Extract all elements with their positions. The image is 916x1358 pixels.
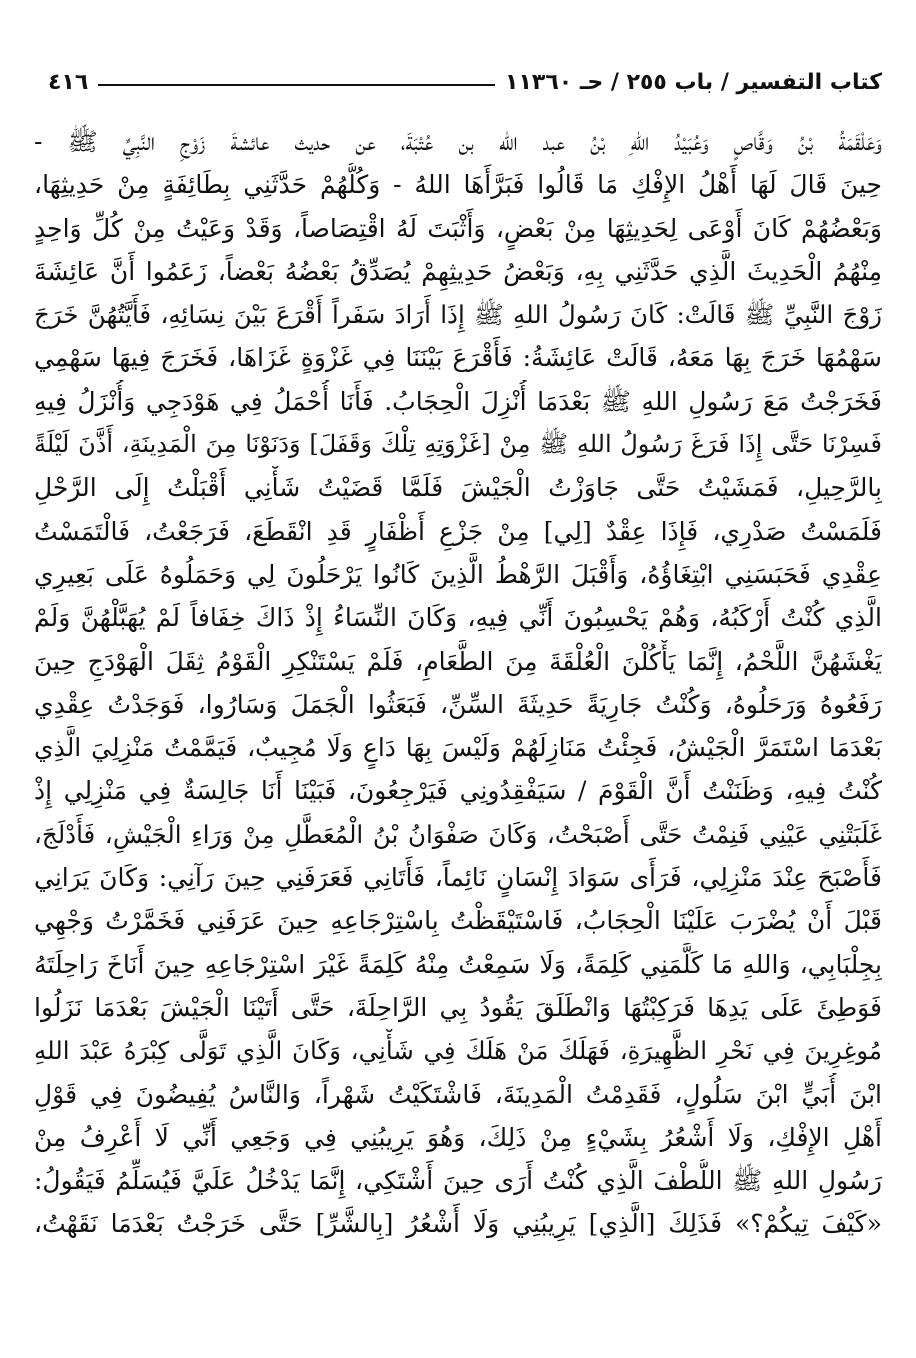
text-line: فَسِرْنَا حَتَّى إِذَا فَرَغَ رَسُولُ اللهِ ﷺ مِنْ [غَزْوَتِهِ تِلْكَ وَقَفَلَ] وَدَنَوْنَا مِنَ الْمَدِينَةِ، أَذَّنَ لَيْلَةً — [34, 430, 882, 459]
text-line: بَعْدَمَا اسْتَمَرَّ الْجَيْشُ، فَجِئْتُ مَنَازِلَهُمْ وَلَيْسَ بِهَا دَاعٍ وَلَا مُجِيبٌ، فَيَمَّمْتُ مَنْزِلِيَ الَّذِي — [34, 733, 882, 763]
text-line: بِالرَّحِيلِ، فَمَشَيْتُ حَتَّى جَاوَزْتُ الْجَيْشَ فَلَمَّا قَضَيْتُ شَأْنِي أَقْبَلْتُ إِلَى الرَّحْلِ — [34, 473, 882, 503]
text-line: سَهْمُهَا خَرَجَ بِهَا مَعَهُ، قَالَتْ عَائِشَةُ: فَأَقْرَعَ بَيْنَنَا فِي غَزْوَةٍ غَزَاهَا، فَخَرَجَ فِيهَا سَهْمِي — [34, 343, 882, 373]
text-line: يَغْشَهُنَّ اللَّحْمُ، إِنَّمَا يَأْكُلْنَ الْعُلْقَةَ مِنَ الطَّعَامِ، فَلَمْ يَسْتَنْكِرِ الْقَوْمُ ثِقَلَ الْهَوْدَجِ حِينَ — [34, 646, 882, 676]
page-number: ٤١٦ — [48, 70, 89, 95]
text-line: عِقْدِي فَحَبَسَنِي ابْتِغَاؤُهُ، وَأَقْبَلَ الرَّهْطُ الَّذِينَ كَانُوا يَرْحَلُونَ لِي وَحَمَلُوهُ عَلَى بَعِيرِي — [34, 559, 882, 589]
text-line: غَلَبَتْنِي عَيْنِي فَنِمْتُ حَتَّى أَصْبَحْتُ، وَكَانَ صَفْوَانُ بْنُ الْمُعَطَّلِ مِنْ وَرَاءِ الْجَيْشِ، فَأَدْلَجَ، — [34, 819, 882, 849]
text-line: مُوغِرِينَ فِي نَحْرِ الظَّهِيرَةِ، فَهَلَكَ مَنْ هَلَكَ فِي شَأْنِي، وَكَانَ الَّذِي تَوَلَّى كِبْرَهُ عَبْدَ اللهِ — [34, 1036, 882, 1066]
text-line: فَوَطِئَ عَلَى يَدِهَا فَرَكِبْتُهَا وَانْطَلَقَ يَقُودُ بِي الرَّاحِلَةَ، حَتَّى أَتَيْنَا الْجَيْشَ بَعْدَمَا نَزَلُوا — [34, 992, 882, 1022]
text-line: بِجِلْبَابِي، وَاللهِ مَا كَلَّمَنِي كَلِمَةً، وَلَا سَمِعْتُ مِنْهُ كَلِمَةً غَيْرَ اسْتِرْجَاعِهِ حِينَ أَنَاخَ رَاحِلَتَهُ — [34, 949, 882, 979]
text-line: فَلَمَسْتُ صَدْرِي، فَإِذَا عِقْدٌ [لِي] مِنْ جَزْعِ أَظْفَارٍ قَدِ انْقَطَعَ، فَرَجَعْتُ، فَالْتَمَسْتُ — [34, 516, 882, 546]
text-line: رَسُولِ اللهِ ﷺ اللُّطْفَ الَّذِي كُنْتُ أَرَى حِينَ أَشْتَكِي، إِنَّمَا يَدْخُلُ عَلَيَّ فَيُسَلِّمُ فَيَقُولُ: — [34, 1166, 882, 1196]
hadith-text — [34, 120, 882, 1246]
text-line: الَّذِي كُنْتُ أَرْكَبُهُ، وَهُمْ يَحْسِبُونَ أَنِّي فِيهِ، وَكَانَ النِّسَاءُ إِذْ ذَاكَ خِفَافاً لَمْ يُهَبَّلْهُنَّ وَلَمْ — [34, 603, 882, 633]
book-page — [34, 48, 882, 1338]
text-line: كُنْتُ فِيهِ، وَظَنَنْتُ أَنَّ الْقَوْمَ / سَيَفْقِدُونِي فَيَرْجِعُونَ، فَبَيْنَا أَنَا جَالِسَةٌ فِي مَنْزِلِي إِذْ — [34, 776, 882, 806]
text-line: حِينَ قَالَ لَهَا أَهْلُ الإِفْكِ مَا قَالُوا فَبَرَّأَهَا اللهُ - وَكُلُّهُمْ حَدَّثَنِي بِطَائِفَةٍ مِنْ حَدِيثِهَا، — [34, 170, 882, 200]
header-rule — [98, 84, 495, 86]
text-line: وَعَلْقَمَةُ بْنُ وَقَّاصٍ وَعُبَيْدُ اللهِ بْنُ عبد الله بن عُتْبَةَ، عن حديث عائشةَ زَوْجِ النَّبِيِّ ﷺ - — [34, 127, 882, 156]
text-line: زَوْجَ النَّبِيِّ ﷺ قَالَتْ: كَانَ رَسُولُ اللهِ ﷺ إِذَا أَرَادَ سَفَراً أَقْرَعَ بَيْنَ نِسَائِهِ، فَأَيَّتُهُنَّ خَرَجَ — [34, 300, 882, 330]
text-line: «كَيْفَ تِيكُمْ؟» فَذَلِكَ [الَّذِي] يَرِيبُنِي وَلَا أَشْعُرُ [بِالشَّرِّ] حَتَّى خَرَجْتُ بَعْدَمَا نَقَهْتُ، — [34, 1209, 882, 1239]
text-line: فَأَصْبَحَ عِنْدَ مَنْزِلِي، فَرَأَى سَوَادَ إِنْسَانٍ نَائِماً، فَأَتَانِي فَعَرَفَنِي حِينَ رَآنِي: وَكَانَ يَرَانِي — [34, 863, 882, 893]
text-line: أَهْلِ الإِفْكِ، وَلَا أَشْعُرُ بِشَيْءٍ مِنْ ذَلِكَ، وَهُوَ يَرِيبُنِي فِي وَجَعِي أَنِّي لَا أَعْرِفُ مِنْ — [34, 1122, 882, 1152]
text-line: ابْنَ أُبَيٍّ ابْنَ سَلُولٍ، فَقَدِمْتُ الْمَدِينَةَ، فَاشْتَكَيْتُ شَهْراً، وَالنَّاسُ يُفِيضُونَ فِي قَوْلِ — [34, 1079, 882, 1109]
text-line: فَخَرَجْتُ مَعَ رَسُولِ اللهِ ﷺ بَعْدَمَا أُنْزِلَ الْحِجَابُ. فَأَنَا أُحْمَلُ فِي هَوْدَجِي وَأُنْزَلُ فِيهِ — [34, 386, 882, 416]
page-header — [34, 48, 882, 94]
text-line: وَبَعْضُهُمْ كَانَ أَوْعَى لِحَدِيثِهَا مِنْ بَعْضٍ، وَأَثْبَتَ لَهُ اقْتِصَاصاً، وَقَدْ وَعَيْتُ مِنْ كُلِّ وَاحِدٍ — [34, 213, 882, 243]
text-line: قَبْلَ أَنْ يُضْرَبَ عَلَيْنَا الْحِجَابُ، فَاسْتَيْقَظْتُ بِاسْتِرْجَاعِهِ حِينَ عَرَفَنِي فَخَمَّرْتُ وَجْهِي — [34, 906, 882, 936]
running-title: كتاب التفسير / باب ٢٥٥ / حـ ١١٣٦٠ — [505, 70, 882, 95]
text-line: مِنْهُمُ الْحَدِيثَ الَّذِي حَدَّثَنِي بِهِ، وَبَعْضُ حَدِيثِهِمْ يُصَدِّقُ بَعْضُهُ بَعْضاً، زَعَمُوا أَنَّ عَائِشَةَ — [34, 256, 882, 286]
text-line: رَفَعُوهُ وَرَحَلُوهُ، وَكُنْتُ جَارِيَةً حَدِيثَةَ السِّنِّ، فَبَعَثُوا الْجَمَلَ وَسَارُوا، فَوَجَدْتُ عِقْدِي — [34, 689, 882, 719]
